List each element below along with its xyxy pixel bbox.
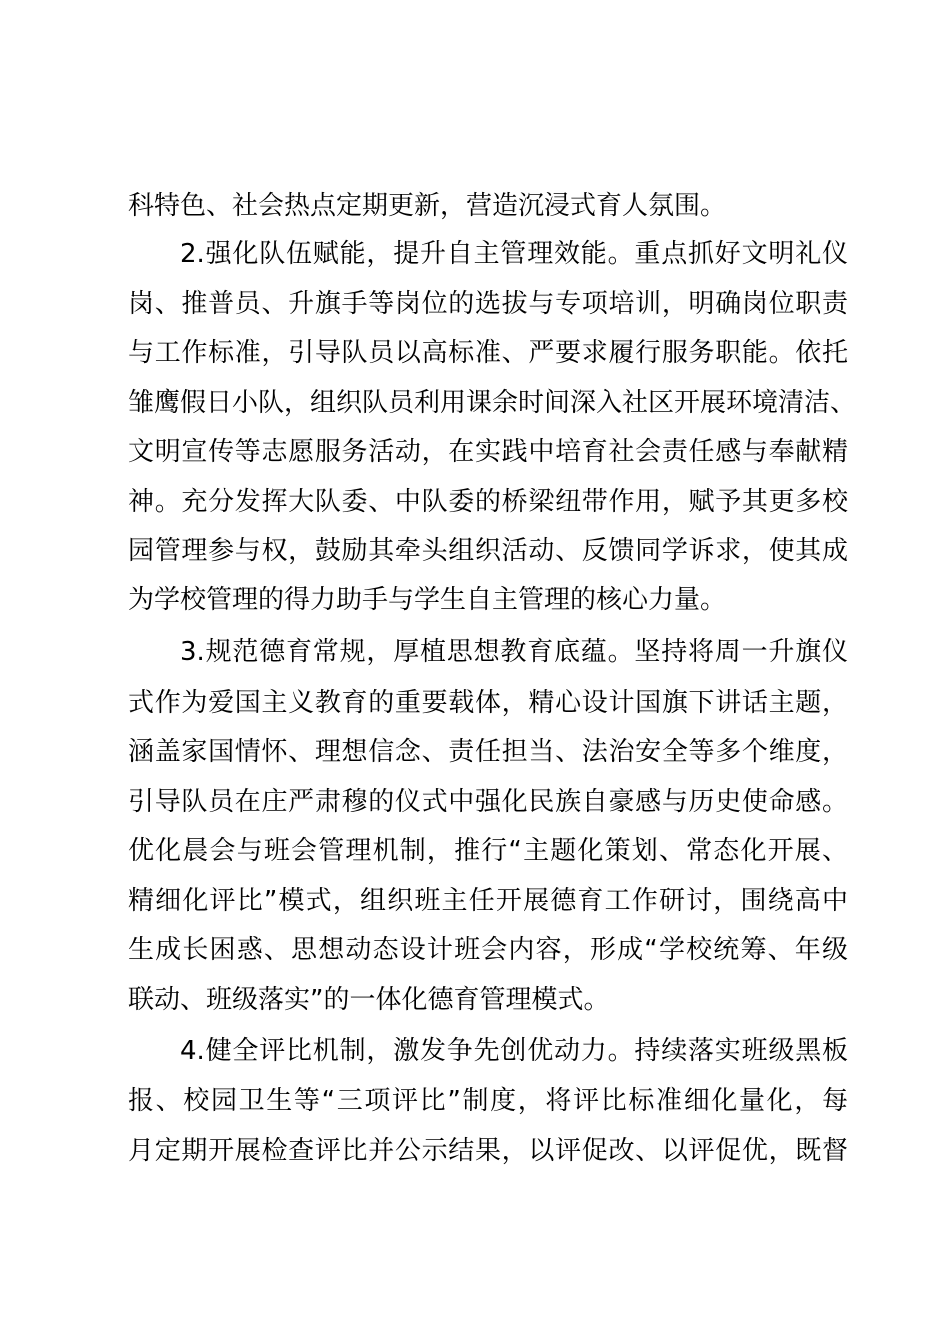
paragraph-2-line-8: 为学校管理的得力助手与学生自主管理的核心力量。: [128, 585, 727, 615]
paragraph-1-line-1: 科特色、社会热点定期更新，营造沉浸式育人氛围。: [128, 191, 727, 221]
paragraph-3-line-5: 优化晨会与班会管理机制，推行“主题化策划、常态化开展、: [128, 836, 848, 866]
paragraph-3-line-4: 引导队员在庄严肃穆的仪式中强化民族自豪感与历史使命感。: [128, 787, 848, 817]
paragraph-4-line-3: 月定期开展检查评比并公示结果，以评促改、以评促优，既督: [128, 1136, 848, 1166]
paragraph-2-line-6: 神。充分发挥大队委、中队委的桥梁纽带作用，赋予其更多校: [128, 487, 848, 517]
paragraph-2-line-3: 与工作标准，引导队员以高标准、严要求履行服务职能。依托: [128, 338, 848, 368]
paragraph-3-line-6: 精细化评比”模式，组织班主任开展德育工作研讨，围绕高中: [128, 886, 848, 916]
paragraph-2-line-1: 2.强化队伍赋能，提升自主管理效能。重点抓好文明礼仪: [180, 239, 848, 269]
paragraph-2-line-7: 园管理参与权，鼓励其牵头组织活动、反馈同学诉求，使其成: [128, 536, 848, 566]
paragraph-3-line-8: 联动、班级落实”的一体化德育管理模式。: [128, 985, 610, 1015]
paragraph-4-line-2: 报、校园卫生等“三项评比”制度，将评比标准细化量化，每: [128, 1086, 848, 1116]
paragraph-3-line-1: 3.规范德育常规，厚植思想教育底蕴。坚持将周一升旗仪: [180, 637, 848, 667]
paragraph-3-line-7: 生成长困惑、思想动态设计班会内容，形成“学校统筹、年级: [128, 935, 848, 965]
paragraph-2-line-4: 雏鹰假日小队，组织队员利用课余时间深入社区开展环境清洁、: [128, 388, 857, 418]
paragraph-3-line-2: 式作为爱国主义教育的重要载体，精心设计国旗下讲话主题，: [128, 688, 848, 718]
paragraph-2-line-5: 文明宣传等志愿服务活动，在实践中培育社会责任感与奉献精: [128, 437, 848, 467]
paragraph-3-line-3: 涵盖家国情怀、理想信念、责任担当、法治安全等多个维度，: [128, 737, 848, 767]
paragraph-4-line-1: 4.健全评比机制，激发争先创优动力。持续落实班级黑板: [180, 1036, 848, 1066]
paragraph-2-line-2: 岗、推普员、升旗手等岗位的选拔与专项培训，明确岗位职责: [128, 289, 848, 319]
